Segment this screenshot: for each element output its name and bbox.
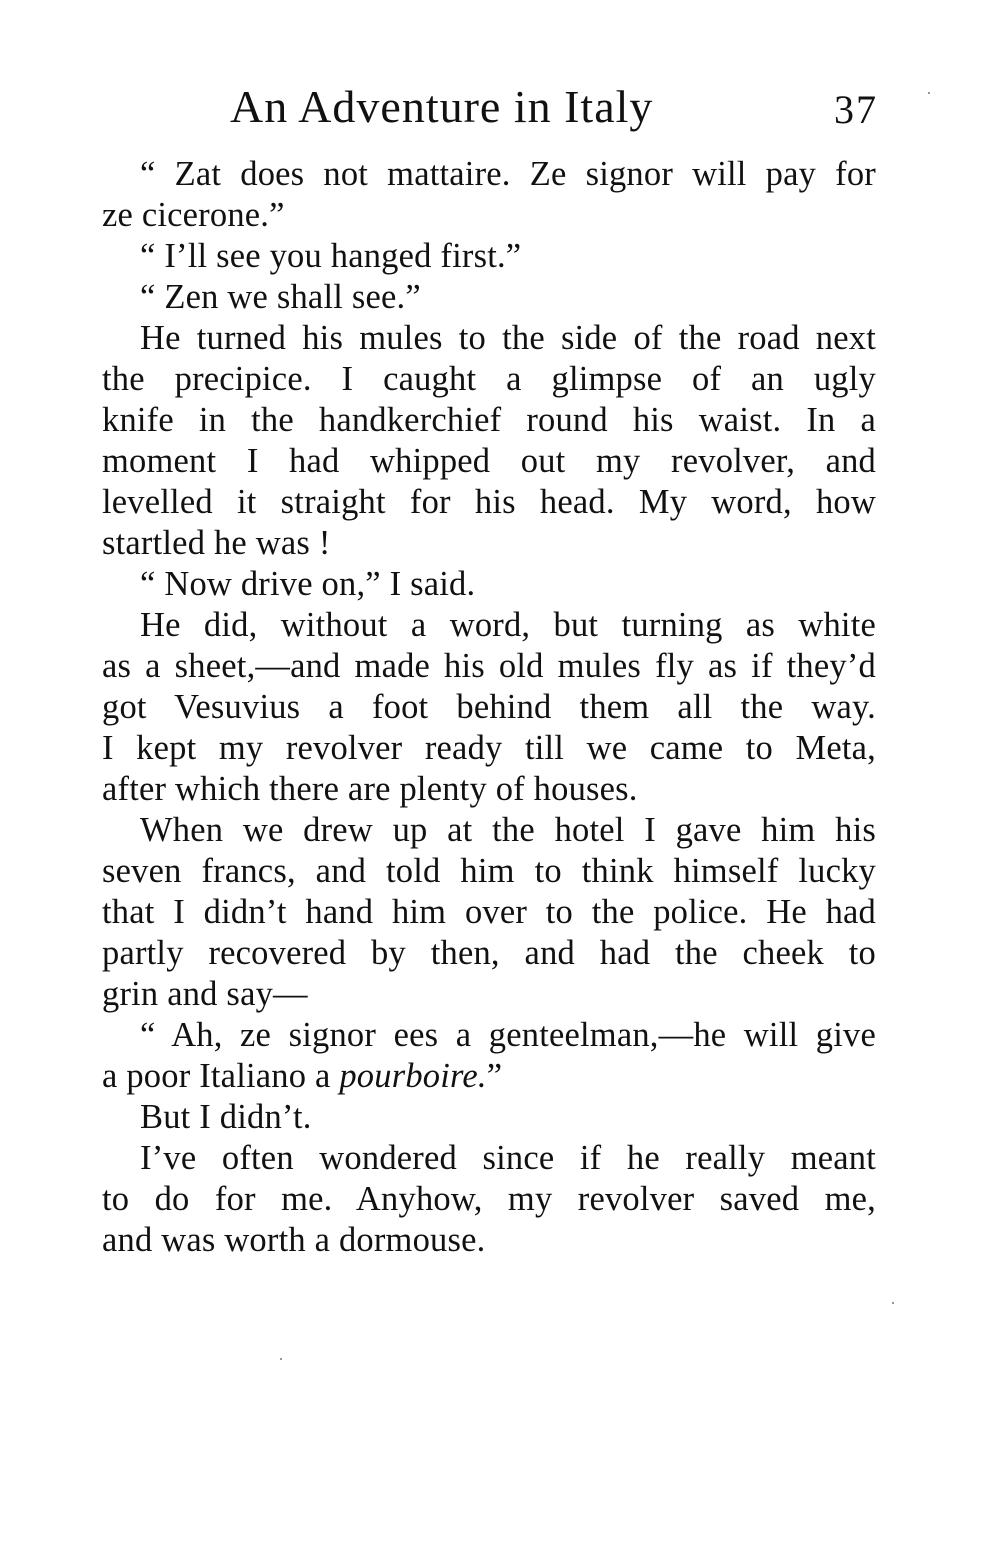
text-line: I’ve often wondered since if he really meant <box>140 1139 876 1177</box>
italic-word: pourboire. <box>339 1057 487 1095</box>
text-line <box>102 1056 876 1097</box>
text-line: partly recovered by then, and had the cheek to <box>102 934 876 972</box>
text-line: after which there are plenty of houses. <box>102 770 638 808</box>
text-line: seven francs, and told him to think himself lucky <box>102 852 876 890</box>
text-line: and was worth a dormouse. <box>102 1221 486 1259</box>
running-title: An Adventure in Italy <box>230 81 654 132</box>
text-line: levelled it straight for his head. My word, how <box>102 483 876 521</box>
text-line: But I didn’t. <box>140 1098 312 1136</box>
body-text <box>102 154 876 1261</box>
page-header <box>100 80 878 140</box>
text-segment: a poor Italiano a <box>102 1057 340 1095</box>
text-line: grin and say— <box>102 975 308 1013</box>
text-line: “ I’ll see you hanged first.” <box>140 237 522 275</box>
text-line: When we drew up at the hotel I gave him his <box>140 811 876 849</box>
text-line: moment I had whipped out my revolver, and <box>102 442 876 480</box>
paper-speck <box>892 1302 894 1304</box>
text-line: knife in the handkerchief round his waist. In a <box>102 401 876 439</box>
text-line: “ Zat does not mattaire. Ze signor will pay for <box>140 155 876 193</box>
text-line: as a sheet,—and made his old mules fly as if they’d <box>102 647 876 685</box>
text-line: ze cicerone.” <box>102 196 285 234</box>
closing-quote: ” <box>486 1057 503 1095</box>
text-line: “ Now drive on,” I said. <box>140 565 476 603</box>
paper-speck <box>280 1358 282 1360</box>
text-line: “ Ah, ze signor ees a genteelman,—he will give <box>140 1016 876 1054</box>
text-line: He did, without a word, but turning as white <box>140 606 876 644</box>
text-line: that I didn’t hand him over to the police. He had <box>102 893 876 931</box>
text-line: the precipice. I caught a glimpse of an ugly <box>102 360 876 398</box>
text-line: “ Zen we shall see.” <box>140 278 421 316</box>
text-line: startled he was ! <box>102 524 331 562</box>
paper-speck <box>928 92 930 94</box>
text-line: to do for me. Anyhow, my revolver saved me, <box>102 1180 876 1218</box>
text-line: I kept my revolver ready till we came to Meta, <box>102 729 876 767</box>
page-number: 37 <box>834 87 878 132</box>
text-line: He turned his mules to the side of the road next <box>140 319 876 357</box>
text-line: got Vesuvius a foot behind them all the way. <box>102 688 876 726</box>
